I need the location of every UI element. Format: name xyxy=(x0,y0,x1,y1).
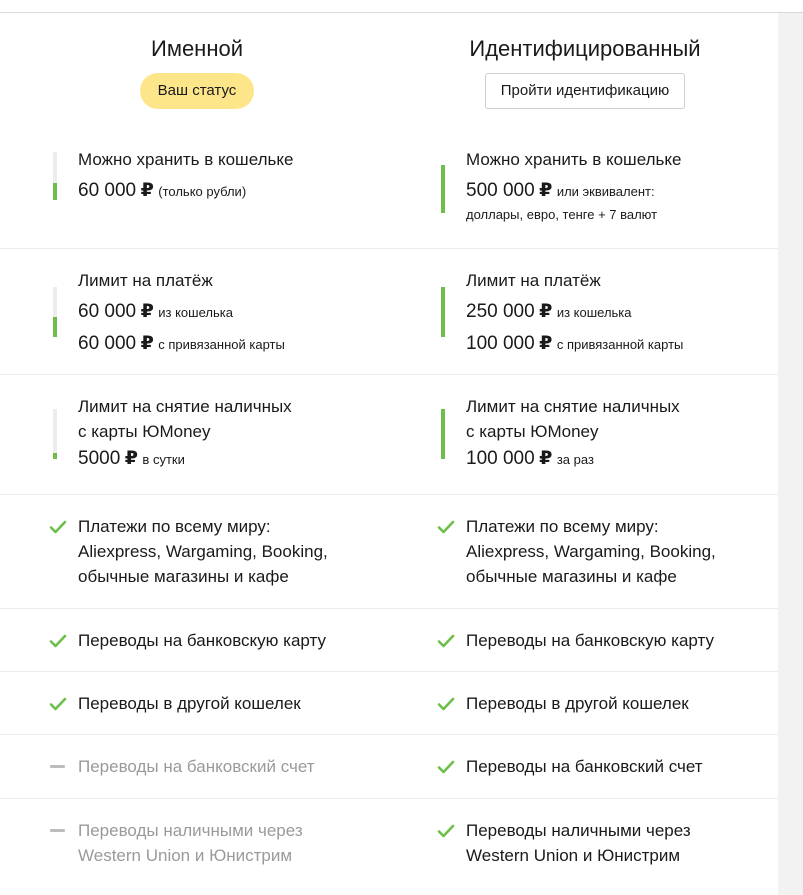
cell-cash-named xyxy=(45,375,375,495)
storage-text-identified xyxy=(466,147,766,225)
payment-wallet-line xyxy=(466,299,766,326)
cell-feature-named xyxy=(45,609,375,671)
storage-meter-named xyxy=(53,152,57,200)
storage-note: или эквивалент: xyxy=(556,184,655,199)
payment-text-identified xyxy=(466,268,766,358)
row-feature-worldwide-payments xyxy=(0,494,778,608)
ruble-sign: ₽ xyxy=(124,448,138,469)
feature-line: Переводы наличными через xyxy=(466,821,691,840)
row-feature-card-transfers xyxy=(0,608,778,671)
payment-label: Лимит на платёж xyxy=(78,271,213,290)
payment-note: из кошелька xyxy=(556,305,632,320)
scrollbar-track[interactable] xyxy=(778,13,803,895)
row-storage-limit xyxy=(0,135,778,248)
feature-line: Aliexpress, Wargaming, Booking, xyxy=(466,542,716,561)
ruble-sign: ₽ xyxy=(539,448,553,469)
feature-line: Aliexpress, Wargaming, Booking, xyxy=(78,542,328,561)
feature-text xyxy=(78,514,378,589)
storage-label: Можно хранить в кошельке xyxy=(466,150,682,169)
feature-text xyxy=(466,818,766,868)
column-title-named: Именной xyxy=(151,36,243,61)
cell-payment-named xyxy=(45,249,375,374)
cell-feature-named xyxy=(45,495,375,608)
storage-amount: 500 000 xyxy=(466,180,535,201)
cash-amount-line xyxy=(466,446,766,473)
cell-cash-identified xyxy=(433,375,763,495)
feature-line: обычные магазины и кафе xyxy=(78,567,289,586)
payment-note: с привязанной карты xyxy=(158,337,285,352)
feature-text xyxy=(466,691,766,716)
ruble-sign: ₽ xyxy=(140,301,154,322)
feature-line: Переводы на банковскую карту xyxy=(466,631,714,650)
start-identification-button[interactable]: Пройти идентификацию xyxy=(485,73,685,109)
payment-card-line xyxy=(78,331,378,358)
cash-label-line1: Лимит на снятие наличных xyxy=(78,397,292,416)
row-feature-bank-account-transfers xyxy=(0,734,778,798)
cash-meter-identified xyxy=(441,409,445,459)
feature-text xyxy=(466,628,766,653)
dash-icon xyxy=(50,765,65,768)
storage-amount-line xyxy=(78,178,378,205)
feature-text xyxy=(466,754,766,779)
payment-meter-fill-named xyxy=(53,317,57,337)
cell-feature-named xyxy=(45,735,375,798)
cell-feature-named xyxy=(45,672,375,735)
cell-feature-identified xyxy=(433,735,763,798)
cash-note: в сутки xyxy=(142,452,185,467)
row-cash-limit xyxy=(0,374,778,495)
feature-line: Western Union и Юнистрим xyxy=(466,846,681,865)
feature-line: Переводы наличными через xyxy=(78,821,303,840)
payment-amount: 100 000 xyxy=(466,333,535,354)
payment-label: Лимит на платёж xyxy=(466,271,601,290)
cell-feature-identified xyxy=(433,609,763,671)
storage-meter-fill-identified xyxy=(441,165,445,213)
feature-line: Платежи по всему миру: xyxy=(78,517,271,536)
row-feature-wallet-transfers xyxy=(0,671,778,735)
payment-meter-named xyxy=(53,287,57,337)
row-payment-limit xyxy=(0,248,778,374)
check-icon xyxy=(49,634,67,648)
payment-card-line xyxy=(466,331,766,358)
storage-meter-identified xyxy=(441,165,445,213)
payment-meter-fill-identified xyxy=(441,287,445,337)
cell-feature-identified xyxy=(433,672,763,735)
feature-line: Переводы на банковский счет xyxy=(466,757,703,776)
ruble-sign: ₽ xyxy=(140,333,154,354)
dash-icon xyxy=(50,829,65,832)
feature-line: Переводы в другой кошелек xyxy=(466,694,689,713)
payment-meter-identified xyxy=(441,287,445,337)
check-icon xyxy=(437,760,455,774)
comparison-table xyxy=(0,13,778,895)
feature-line: Western Union и Юнистрим xyxy=(78,846,293,865)
check-icon xyxy=(437,634,455,648)
ruble-sign: ₽ xyxy=(539,333,553,354)
cash-note: за раз xyxy=(556,452,594,467)
cash-meter-fill-named xyxy=(53,453,57,459)
payment-amount: 60 000 xyxy=(78,301,137,322)
feature-text xyxy=(78,628,378,653)
check-icon xyxy=(49,697,67,711)
payment-note: с привязанной карты xyxy=(556,337,684,352)
cash-meter-fill-identified xyxy=(441,409,445,459)
column-header-identified xyxy=(435,13,735,109)
check-icon xyxy=(49,520,67,534)
payment-amount: 250 000 xyxy=(466,301,535,322)
ruble-sign: ₽ xyxy=(140,180,154,201)
cell-storage-identified xyxy=(433,135,763,248)
cash-label-line1: Лимит на снятие наличных xyxy=(466,397,680,416)
cell-storage-named xyxy=(45,135,375,248)
feature-line: обычные магазины и кафе xyxy=(466,567,677,586)
feature-line: Переводы в другой кошелек xyxy=(78,694,301,713)
storage-note: (только рубли) xyxy=(158,184,247,199)
feature-text xyxy=(466,514,766,589)
cell-feature-named xyxy=(45,799,375,895)
cash-amount: 100 000 xyxy=(466,448,535,469)
feature-line: Переводы на банковскую карту xyxy=(78,631,326,650)
ruble-sign: ₽ xyxy=(539,301,553,322)
check-icon xyxy=(437,697,455,711)
storage-amount: 60 000 xyxy=(78,180,137,201)
feature-line: Переводы на банковский счет xyxy=(78,757,315,776)
feature-text xyxy=(78,754,378,779)
check-icon xyxy=(437,520,455,534)
storage-meter-fill-named xyxy=(53,183,57,200)
storage-note-extra: доллары, евро, тенге + 7 валют xyxy=(466,207,658,222)
cash-amount: 5000 xyxy=(78,448,121,469)
column-header-named xyxy=(97,13,297,109)
payment-text-named xyxy=(78,268,378,358)
storage-amount-line xyxy=(466,178,766,205)
feature-line: Платежи по всему миру: xyxy=(466,517,659,536)
storage-text-named xyxy=(78,147,378,205)
cell-payment-identified xyxy=(433,249,763,374)
cash-label-line2: с карты ЮMoney xyxy=(78,422,211,441)
payment-note: из кошелька xyxy=(158,305,233,320)
payment-amount: 60 000 xyxy=(78,333,137,354)
column-title-identified: Идентифицированный xyxy=(469,36,701,61)
cell-feature-identified xyxy=(433,495,763,608)
payment-wallet-line xyxy=(78,299,378,326)
current-status-badge: Ваш статус xyxy=(140,73,255,109)
ruble-sign: ₽ xyxy=(539,180,553,201)
row-feature-cash-transfers xyxy=(0,798,778,895)
cash-amount-line xyxy=(78,446,378,473)
cash-label-line2: с карты ЮMoney xyxy=(466,422,599,441)
cash-text-identified xyxy=(466,394,766,473)
storage-label: Можно хранить в кошельке xyxy=(78,150,294,169)
cell-feature-identified xyxy=(433,799,763,895)
feature-text xyxy=(78,691,378,716)
feature-text xyxy=(78,818,378,868)
cash-text-named xyxy=(78,394,378,473)
check-icon xyxy=(437,824,455,838)
cash-meter-named xyxy=(53,409,57,459)
